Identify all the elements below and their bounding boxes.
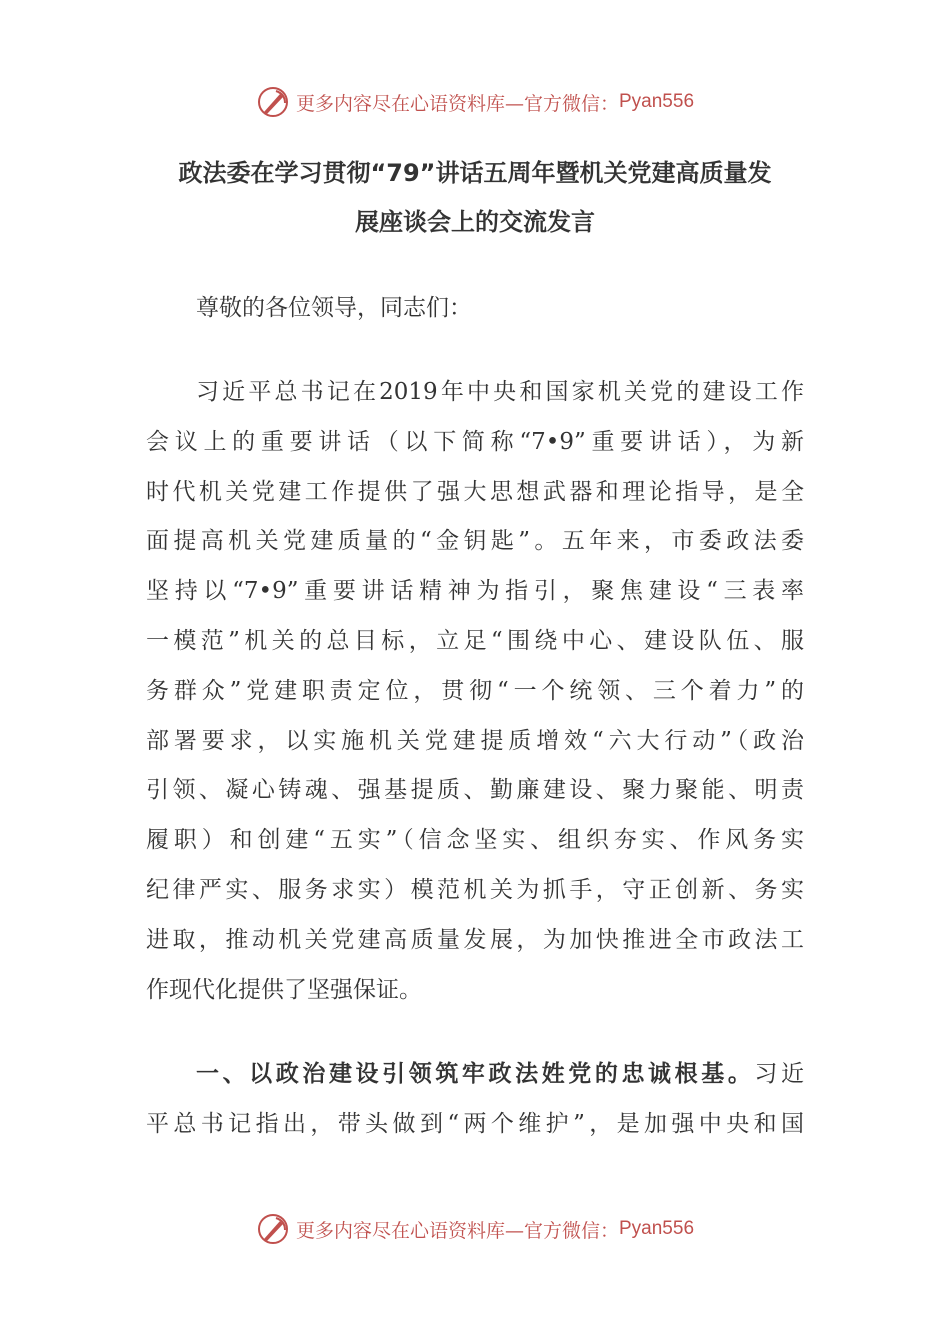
banner-wechat-id: Pyan556 bbox=[619, 91, 695, 112]
paragraph-1-line: 作现代化提供了坚强保证。 bbox=[146, 977, 422, 1003]
paragraph-1-line: 引领、凝心铸魂、强基提质、勤廉建设、聚力聚能、明责 bbox=[146, 777, 804, 803]
header-watermark-banner bbox=[0, 82, 950, 122]
paragraph-1-line: 一模范”机关的总目标，立足“围绕中心、建设队伍、服 bbox=[146, 628, 804, 654]
document-title-line-1: 政法委在学习贯彻“79”讲话五周年暨机关党建高质量发 bbox=[178, 159, 772, 187]
paragraph-1-line: 纪律严实、服务求实）模范机关为抓手，守正创新、务实 bbox=[146, 877, 804, 903]
paragraph-1-line: 时代机关党建工作提供了强大思想武器和理论指导，是全 bbox=[146, 479, 804, 505]
paragraph-1-line: 进取，推动机关党建高质量发展，为加快推进全市政法工 bbox=[146, 927, 804, 953]
paragraph-1-line: 习近平总书记在2019年中央和国家机关党的建设工作 bbox=[196, 379, 804, 405]
document-title-line-2: 展座谈会上的交流发言 bbox=[355, 208, 595, 236]
paragraph-1-line: 履职）和创建“五实”（信念坚实、组织夯实、作风务实 bbox=[146, 827, 804, 853]
footer-watermark-banner bbox=[0, 1209, 950, 1249]
section-1-heading: 一、以政治建设引领筑牢政法姓党的忠诚根基。 bbox=[196, 1061, 755, 1087]
banner-text: 更多内容尽在心语资料库—官方微信： bbox=[295, 92, 619, 115]
section-1-line-2: 平总书记指出，带头做到“两个维护”，是加强中央和国 bbox=[146, 1111, 804, 1137]
pen-logo-icon bbox=[256, 1212, 290, 1246]
pen-logo-icon bbox=[256, 85, 290, 119]
section-1-line-1 bbox=[196, 1059, 804, 1089]
section-1-text: 习近 bbox=[754, 1061, 805, 1087]
paragraph-1-line: 部署要求，以实施机关党建提质增效“六大行动”（政治 bbox=[146, 728, 804, 754]
salutation: 尊敬的各位领导，同志们： bbox=[196, 295, 472, 321]
banner-wechat-id: Pyan556 bbox=[619, 1218, 695, 1239]
paragraph-1-line: 面提高机关党建质量的“金钥匙”。五年来，市委政法委 bbox=[146, 528, 804, 554]
paragraph-1-line: 会议上的重要讲话（以下简称“7•9”重要讲话），为新 bbox=[146, 429, 804, 455]
paragraph-1-line: 务群众”党建职责定位，贯彻“一个统领、三个着力”的 bbox=[146, 678, 804, 704]
banner-text: 更多内容尽在心语资料库—官方微信： bbox=[295, 1219, 619, 1242]
paragraph-1-line: 坚持以“7•9”重要讲话精神为指引，聚焦建设“三表率 bbox=[146, 578, 804, 604]
